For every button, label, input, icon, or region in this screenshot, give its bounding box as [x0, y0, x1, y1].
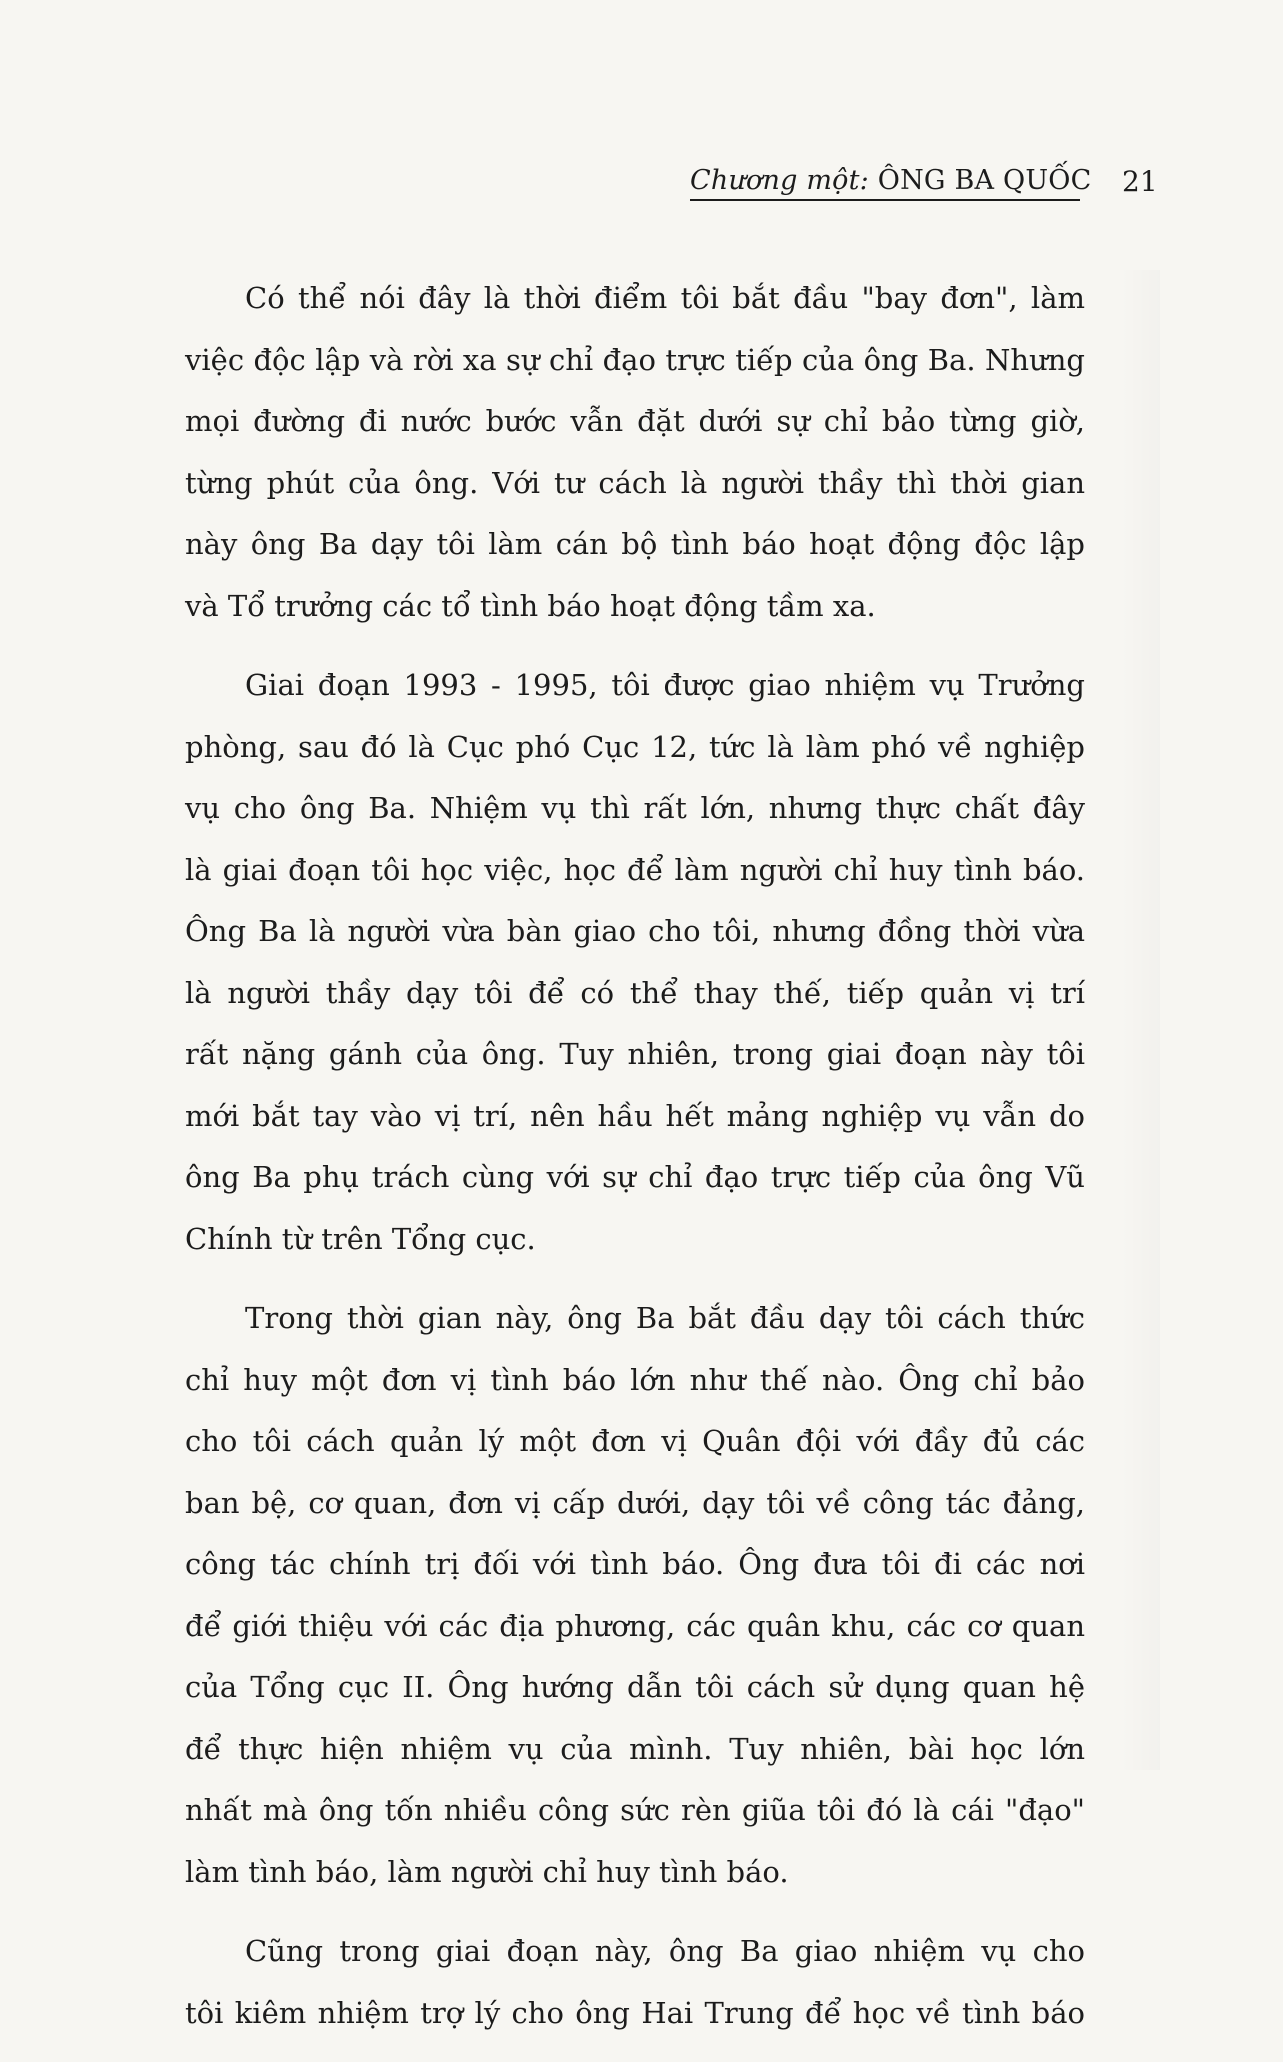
page-number: 21 [1122, 165, 1158, 198]
text-line: rất nặng gánh của ông. Tuy nhiên, trong giai đoạn này tôi [185, 1037, 1085, 1071]
running-header [690, 165, 1190, 205]
chapter-heading [690, 165, 1091, 196]
text-line: công tác chính trị đối với tình báo. Ông đưa tôi đi các nơi [185, 1547, 1085, 1581]
text-line: Trong thời gian này, ông Ba bắt đầu dạy tôi cách thức [245, 1301, 1085, 1335]
text-line: chỉ huy một đơn vị tình báo lớn như thế nào. Ông chỉ bảo [185, 1362, 1085, 1397]
text-line: phòng, sau đó là Cục phó Cục 12, tức là làm phó về nghiệp [185, 729, 1085, 764]
text-line: để thực hiện nhiệm vụ của mình. Tuy nhiên, bài học lớn [185, 1731, 1085, 1766]
text-line: Chính từ trên Tổng cục. [185, 1221, 536, 1256]
text-line: mới bắt tay vào vị trí, nên hầu hết mảng nghiệp vụ vẫn do [185, 1098, 1085, 1133]
text-line: Ông Ba là người vừa bàn giao cho tôi, nhưng đồng thời vừa [185, 914, 1085, 948]
text-line: việc độc lập và rời xa sự chỉ đạo trực tiếp của ông Ba. Nhưng [185, 342, 1085, 377]
chapter-prefix: Chương một: [690, 165, 878, 196]
paragraph-1 [185, 268, 1085, 637]
text-line: ông Ba phụ trách cùng với sự chỉ đạo trực tiếp của ông Vũ [185, 1160, 1085, 1194]
text-line: vụ cho ông Ba. Nhiệm vụ thì rất lớn, nhưng thực chất đây [185, 791, 1085, 825]
text-line: mọi đường đi nước bước vẫn đặt dưới sự chỉ bảo từng giờ, [185, 404, 1085, 438]
text-line: ban bệ, cơ quan, đơn vị cấp dưới, dạy tôi về công tác đảng, [185, 1485, 1085, 1520]
body-text [185, 268, 1085, 2062]
chapter-title: ÔNG BA QUỐC [877, 165, 1092, 196]
text-line: cho tôi cách quản lý một đơn vị Quân đội với đầy đủ các [185, 1424, 1085, 1458]
text-line: là người thầy dạy tôi để có thể thay thế, tiếp quản vị trí [185, 975, 1085, 1010]
paragraph-3 [185, 1288, 1085, 1903]
text-line: tôi kiêm nhiệm trợ lý cho ông Hai Trung để học về tình báo [185, 1995, 1085, 2030]
text-line: từng phút của ông. Với tư cách là người thầy thì thời gian [185, 465, 1085, 500]
paragraph-2 [185, 655, 1085, 1270]
text-line: làm tình báo, làm người chỉ huy tình báo. [185, 1854, 789, 1889]
text-line: Cũng trong giai đoạn này, ông Ba giao nhiệm vụ cho [245, 1934, 1085, 1968]
header-rule [690, 199, 1080, 201]
text-line: nhất mà ông tốn nhiều công sức rèn giũa tôi đó là cái "đạo" [185, 1793, 1085, 1827]
text-line: để giới thiệu với các địa phương, các quân khu, các cơ quan [185, 1608, 1085, 1643]
text-line: Giai đoạn 1993 - 1995, tôi được giao nhiệm vụ Trưởng [245, 668, 1085, 702]
text-line: là giai đoạn tôi học việc, học để làm người chỉ huy tình báo. [185, 852, 1085, 887]
text-line: và Tổ trưởng các tổ tình báo hoạt động tầm xa. [185, 588, 876, 623]
paragraph-4 [185, 1921, 1085, 2044]
page-shadow [1120, 270, 1160, 1770]
text-line: này ông Ba dạy tôi làm cán bộ tình báo hoạt động độc lập [185, 527, 1085, 561]
text-line: của Tổng cục II. Ông hướng dẫn tôi cách sử dụng quan hệ [185, 1670, 1085, 1704]
text-line: Có thể nói đây là thời điểm tôi bắt đầu "bay đơn", làm [245, 281, 1085, 315]
